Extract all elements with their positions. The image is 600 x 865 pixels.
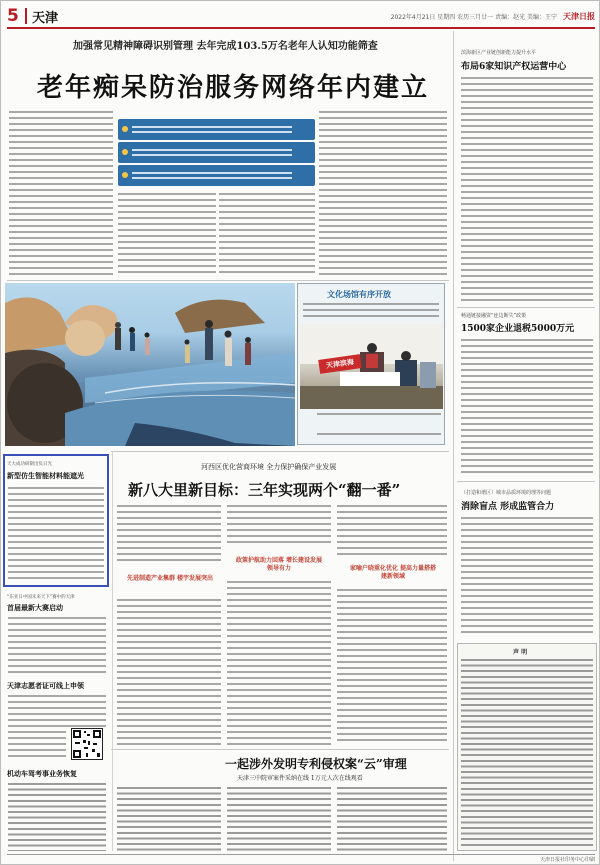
left-highlight-kicker: 天大成功研制出负日光 xyxy=(7,462,52,467)
photo-intro-text xyxy=(303,301,439,321)
lead-body-col3 xyxy=(219,191,315,277)
second-subhead-2: 政策护航助力回落 增长建设发展领导有力 xyxy=(235,557,323,572)
qr-code[interactable] xyxy=(71,728,103,760)
right-story1-kicker: 滨海新区产业链创新能力提升水平 xyxy=(461,50,537,56)
event-banner: 天津滨海 xyxy=(318,354,362,374)
page-header xyxy=(7,5,595,29)
left-story2-kicker: “东亚日中国未来天下”赛中的天津 xyxy=(7,595,75,600)
right-story2-headline: 1500家企业退税5000万元 xyxy=(461,324,575,334)
column-rule xyxy=(112,451,113,851)
left-story3-body2 xyxy=(8,729,66,761)
bullet-item xyxy=(118,165,315,186)
right-story2-kicker: 畅通链接融资“连边断失”政策 xyxy=(461,313,527,319)
divider xyxy=(457,307,595,308)
second-headline: 新八大里新目标：三年实现两个“翻一番” xyxy=(128,481,401,499)
lead-kicker: 加强常见精神障碍识别管理 去年完成103.5万名老年人认知功能筛查 xyxy=(73,41,378,52)
second-body-col1 xyxy=(117,503,221,563)
lead-body-col1 xyxy=(9,109,113,277)
right-column-rule xyxy=(453,31,454,861)
right-story3-headline: 消除盲点 形成监管合力 xyxy=(461,502,555,512)
left-story4-body xyxy=(8,781,106,851)
right-story1-headline: 布局6家知识产权运营中心 xyxy=(461,62,567,72)
divider xyxy=(111,451,449,452)
left-story4-headline: 机动车驾考事业务恢复 xyxy=(7,770,77,778)
second-body-col2b xyxy=(227,579,331,745)
bullet-item xyxy=(118,119,315,140)
lead-body-col2 xyxy=(118,191,216,277)
museum-scene-illustration xyxy=(5,283,295,446)
left-highlight-headline: 新型仿生智能材料能遮光 xyxy=(7,472,84,480)
lead-bullet-box xyxy=(118,119,315,187)
third-kicker: 天津三中院审案件采纳在线 1万元人次在线观看 xyxy=(237,775,363,782)
qr-code-icon xyxy=(72,729,102,759)
newspaper-logo: 天津日报 xyxy=(563,10,595,21)
lead-body-col4 xyxy=(319,109,447,277)
notice-body xyxy=(461,657,593,847)
second-body-col3b xyxy=(337,587,447,745)
left-story2-body xyxy=(8,615,106,675)
second-body-col3 xyxy=(337,503,447,557)
notice-title: 声 明 xyxy=(513,649,528,656)
photo-feature-title: 文化场馆有序开放 xyxy=(327,290,391,299)
right-story3-kicker: （打造和谐区）城市品质环境的理等问题 xyxy=(461,490,552,496)
divider xyxy=(7,280,449,281)
right-story2-body xyxy=(461,337,593,477)
left-story3-headline: 天津志愿者证可线上申领 xyxy=(7,682,84,690)
right-story3-body xyxy=(461,515,593,637)
page-footer: 天津日报社印务中心印刷 xyxy=(7,854,595,862)
section-name: 天津 xyxy=(32,10,59,26)
second-kicker: 河西区优化营商环境 全力保护确保产业发展 xyxy=(201,463,337,471)
lead-headline: 老年痴呆防治服务网络年内建立 xyxy=(37,73,430,103)
second-subhead-3: 家喻户晓重化优化 提高力量搭搭建新领域 xyxy=(349,565,437,580)
third-body-col3 xyxy=(337,785,447,851)
left-story3-body xyxy=(8,693,106,727)
header-divider xyxy=(25,8,27,24)
divider xyxy=(111,749,449,750)
second-body-col2 xyxy=(227,503,331,547)
museum-photo xyxy=(5,283,295,446)
bullet-item xyxy=(118,142,315,163)
photo-caption-text xyxy=(317,411,441,419)
left-highlight-body xyxy=(8,485,104,581)
third-body-col1 xyxy=(117,785,221,851)
divider xyxy=(457,481,595,482)
photo-caption-text xyxy=(317,431,441,439)
left-story2-headline: 首届最新大赛启动 xyxy=(7,604,63,612)
header-meta: 2022年4月21日 星期四 农历三月廿一 责编：赵光 美编：王宁 xyxy=(390,13,557,21)
second-body-col1b xyxy=(117,597,221,745)
third-headline: 一起涉外发明专利侵权案“云”审理 xyxy=(225,757,407,771)
right-story1-body xyxy=(461,75,593,303)
page-number: 5 xyxy=(7,6,19,26)
second-subhead-1: 先进制造产业集群 楼宇发展突出 xyxy=(126,575,214,582)
third-body-col2 xyxy=(227,785,331,851)
